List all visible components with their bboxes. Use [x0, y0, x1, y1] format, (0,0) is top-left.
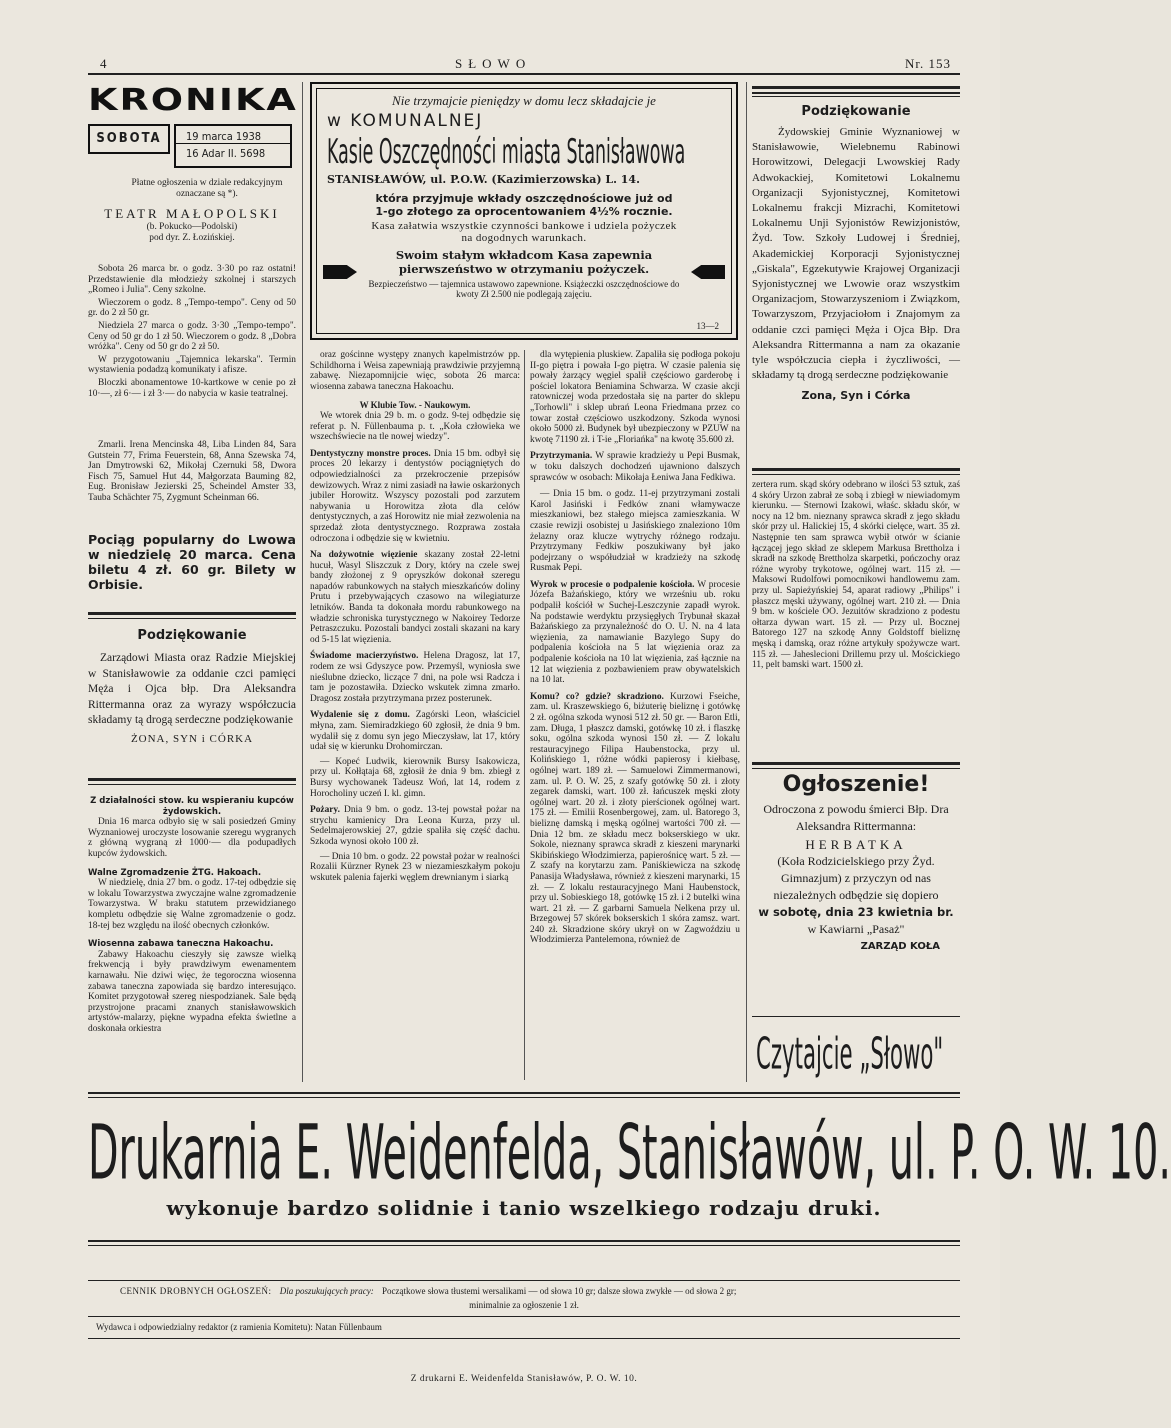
printer-line: Z drukarni E. Weidenfelda Stanisławów, P. O. W. 10. — [410, 1374, 638, 1384]
bank-ad-line10: pierwszeństwo w otrzymaniu pożyczek. — [398, 262, 650, 276]
news-body: Zabawy Hakoachu cieszyły się zawsze wielką frekwencją i były prawdziwym ewenamentem karnawału. Nie dziwi więc, że tegoroczna wiosenna zabawa taneczna zapowiada się bardzo interesująco. Komitet przygotował szereg niespodzianek. Sale będą przystrojone pracami znanych stanisławowskich artystów-malarzy, piękne wypadna efekta świetlne a doskonała orkiestra — [88, 949, 296, 1034]
notice-signature: ZARZĄD KOŁA — [860, 941, 940, 952]
news-title: Wyrok w procesie o podpalenie kościoła. — [530, 579, 695, 590]
news-item — [530, 451, 740, 483]
divider — [88, 784, 296, 785]
middle-column-2 — [530, 350, 740, 946]
news-title: W Klubie Tow. - Naukowym. — [359, 400, 471, 411]
divider — [752, 92, 960, 94]
notice-body2: (Koła Rodzicielskiego przy Żyd. Gimnazjum) z przyczyn od nas niezależnych odbędzie się dopiero — [773, 854, 939, 902]
thanks-left-title: Podziękowanie — [137, 628, 247, 643]
news-body: — Kopeć Ludwik, kierownik Bursy Isakowicza, przy ul. Kołłątaja 68, zgłosił że dnia 9 bm. zbiegł z Bursy wychowanek Tadeusz Woń, lat 14, rodem z Horocholiny uczeń I. kl. gimn. — [310, 756, 520, 799]
right-news — [752, 480, 960, 673]
day-box — [88, 124, 170, 154]
read-slowo-banner — [756, 1028, 960, 1079]
thanks-right-title: Podziękowanie — [801, 104, 911, 119]
column-separator — [302, 82, 303, 1082]
thanks-right-signature: Zona, Syn i Córka — [801, 389, 911, 403]
deaths-text: Zmarli. Irena Mencinska 48, Liba Linden 84, Sara Gutstein 77, Frima Feuerstein, 68, Anna Szewska 74, Jan Dmytrowski 62, Mikołaj Czernuki 58, Dwora Fisch 75, Samuel Hut 44, Małgorzata Bauming 82, Eug. Bronisław Jezierski 25, Scheindel Amster 33, Tauba Schächter 75, Zygmunt Scheinman 66. — [88, 440, 296, 503]
news-body: W sprawie kradzieży u Pepi Busmak, w toku dalszych dochodzeń ujawniono dalszych sprawców w osobach: Mikołaja Łeniwa Jana Fedkiwa. — [530, 451, 740, 483]
column-separator — [524, 350, 525, 1080]
divider — [88, 1245, 960, 1246]
divider — [752, 768, 960, 769]
middle-column-1 — [310, 350, 520, 885]
notice-herbatka: HERBATKA — [805, 837, 907, 852]
issue-number: Nr. 153 — [905, 56, 951, 71]
teatr-repertoire — [88, 264, 296, 401]
divider — [88, 1240, 960, 1242]
notice-title: Ogłoszenie! — [782, 772, 930, 797]
news-title: Wydalenie się z domu. — [310, 710, 410, 721]
divider — [88, 1280, 960, 1281]
deaths-notice — [88, 440, 296, 506]
news-title: Wiosenna zabawa taneczna Hakoachu. — [88, 939, 274, 950]
thanks-left-signature: ŻONA, SYN i CÓRKA — [130, 732, 254, 745]
price-list-sub: Dla poszukujących pracy: — [279, 1286, 374, 1296]
price-list-text: Początkowe słowa tłustemi wersalikami — od słowa 10 gr; dalsze słowa zwykłe — od słowa 2 gr; — [381, 1286, 737, 1296]
teatr-para: Sobota 26 marca br. o godz. 3·30 po raz ostatni! Przedstawienie dla młodzieży szkolnej i starszych „Romeo i Julia". Ceny szkolne. — [88, 264, 296, 296]
divider — [752, 474, 960, 475]
news-body: W procesie Józefa Bażańskiego, który we wrześniu ub. roku podpalił kościół w Suchej-Leszczynie zapadł wyrok. Na podstawie werdyktu przysięgłych Trybunał skazał Bażańskiego za przynależność do O. U. N. na 4 lata więzienia, za namawianie Bazylego Supy do podpalenia kościoła na 5 lat więzienia oraz za podpalenie kościoła na 10 lat więzienia, zaś łącznie na 12 lat więzienia z pozbawieniem praw obywatelskich na 10 lat. — [530, 579, 740, 686]
bank-ad-line8: na dogodnych warunkach. — [461, 232, 587, 244]
divider — [88, 1316, 960, 1317]
bank-ad-line3: Kasie Oszczędności miasta Stanisławowa — [327, 133, 686, 173]
bank-ad-line9: Swoim stałym wkładcom Kasa zapewnia — [395, 248, 653, 262]
price-list-min: minimalnie za ogłoszenie 1 zł. — [469, 1300, 579, 1310]
print-ad-title: Drukarnia E. Weidenfelda, Stanisławów, ul. P. O. W. 10. — [88, 1110, 1171, 1198]
price-list — [120, 1286, 960, 1296]
news-title: Przytrzymania. — [530, 451, 593, 462]
paper-name: SŁOWO — [455, 56, 532, 71]
kronika-title: KRONIKA — [88, 82, 298, 118]
teatr-para: Wieczorem o godz. 8 „Tempo-tempo". Ceny od 50 gr. do 2 zł 50 gr. — [88, 297, 296, 319]
divider — [88, 1092, 960, 1094]
divider — [88, 778, 296, 781]
news-body: zertera rum. skąd skóry odebrano w ilości 53 sztuk, zaś 4 skóry Urzon zabrał ze sobą i zbiegł w niewiadomym kierunku. — Sternowi Izakowi, właśc. składu skór, w nocy na 12 bm. nieznany sprawca skradł z jego składu skór przy ul. Halickiej 15, 4 skórki cielęce, wart. 35 zł. Następnie ten sam sprawca wybił otwór w ścianie łączącej jego skład ze sklepem Markusa Brettholza i skradł na szkodę Brettholza skarpetki, pończochy oraz różne wyroby trykotowe, ogólnej wart. 115 zł. — Maksowi Rudolfowi pomocnikowi handlowemu zam. przy ul. Sapieżyńskiej 54, aparat radiowy „Philips" i płaszcz męski używany, ogólnej wart. 210 zł. — Dnia 9 bm. w kościele OO. Jezuitów skradziono z podestu ołtarza dywan wart. 15 zł. — Przy ul. Bocznej Batorego 127 na szkodę Anny Goldstoff bieliznę męską i damską, oraz różne artykuły spożywcze wart. 115 zł. — Jaheslecioni Drillemu przy ul. Mościckiego 11, pelt bamski wart. 1500 zł. — [752, 480, 960, 671]
news-body: — Dnia 10 bm. o godz. 22 powstał pożar w realności Rozalii Kürzner Rynek 23 w niezamieszkałym pokoju wskutek palenia fajerki węglem drewnianym i siarką — [310, 851, 520, 883]
date-gregorian: 19 marca 1938 — [176, 126, 290, 144]
kronika-section — [88, 82, 298, 199]
bank-ad-line4: STANISŁAWÓW, ul. P.O.W. (Kazimierzowska) L. 14. — [327, 173, 640, 186]
news-body: Helena Dragosz, lat 17, rodem ze wsi Gdyszyce pow. Przemyśl, wyniosła swe nieślubne dziecko, liczące 7 dni, na pole wsi Radcza i tam je pozostawiła. Dziecko wskutek zimna zmarło. Dragosz została przytrzymana przez posterunek. — [310, 651, 521, 704]
notice-body3: w sobotę, dnia 23 kwietnia br. — [758, 905, 954, 919]
bank-ad-line2: w KOMUNALNEJ — [327, 111, 484, 131]
news-title: Na dożywotnie więzienie — [310, 550, 418, 561]
divider — [88, 618, 296, 619]
header-rule — [88, 73, 960, 75]
notice-body4: w Kawiarni „Pasaż" — [807, 922, 905, 936]
thanks-left — [88, 628, 296, 745]
news-title: Walne Zgromadzenie ŻTG. Hakoach. — [88, 867, 262, 878]
left-news — [88, 796, 296, 1036]
news-item — [310, 449, 520, 544]
news-body: We wtorek dnia 29 b. m. o godz. 9-tej odbędzie się referat p. N. Füllenbauma p. t. „Koła człowieka we wszechświecie na tle nowej wiedzy". — [310, 410, 520, 443]
news-title: Komu? co? gdzie? skradziono. — [530, 691, 664, 702]
news-body: dla wytępienia pluskiew. Zapaliła się podłoga pokoju II-go piętra i powała I-go piętra. W czasie palenia się powały żarzący węgiel spalił częściowo garderobę i pościel lokatora Beniamina Schwarza. W czasie akcji ratowniczej woda przedostała się na parter do sklepu „Torhowli" i sklep ubrań Leona Friedmana przez co towar został częściowo uszkodzony. Szkoda wynosi około 5000 zł. Budynek był ubezpieczony w PZUW na kwotę 71190 zł. i T-ie „Floriańka" na kwotę 35.600 zł. — [530, 350, 740, 445]
bank-ad-line6: 1-go złotego za oprocentowaniem 4½% rocznie. — [375, 205, 673, 218]
divider — [752, 86, 960, 89]
notice — [752, 772, 960, 952]
news-item — [310, 651, 520, 704]
divider — [752, 96, 960, 97]
teatr-subtitle-2: pod dyr. Z. Łozińskiej. — [149, 232, 235, 243]
train-notice: Pociąg popularny do Lwowa w niedzielę 20 marca. Cena biletu 4 zł. 60 gr. Bilety w Orbisie. — [88, 532, 296, 592]
news-item — [310, 550, 520, 645]
divider — [88, 612, 296, 615]
divider — [752, 468, 960, 471]
news-body: oraz gościnne występy znanych kapelmistrzów pp. Schildhorna i Weisa zapewniają prawdziwie przyjemną zabawę. Niezapomnijcie więc, sobota 26 marca: wiosenna zabawa taneczna Hakoachu. — [310, 350, 520, 392]
editor-line: Wydawca i odpowiedzialny redaktor (z ramienia Komitetu): Natan Füllenbaum — [96, 1322, 382, 1332]
news-body: Dnia 16 marca odbyło się w sali posiedzeń Gminy Wyznaniowej uroczyste losowanie szeregu wygranych z główną wygraną zł 1000·— dla podupadłych kupców żydowskich. — [88, 817, 296, 859]
news-item — [88, 868, 296, 932]
news-item — [88, 939, 296, 1034]
teatr-section — [88, 206, 296, 243]
news-body: Kurzowi Fseiche, zam. ul. Kraszewskiego 6, biżuterię bieliznę i gotówkę 2 zł. ogólna szkoda wynosi 512 zł. 50 gr. — Baron Etli, zam. Długa, 1 płaszcz damski, gotówkę 10 zł. i flaszkę soku, ogólna szkoda wynosi 150 zł. — Z lokalu restauracyjnego Filipa Haubenstocka, przy ul. Kolińskiego 1, różne wódki papierosy i kiełbasę, ogólnej wart. 189 zł. — Samuelowi Zimmermanowi, zam. ul. P. O. W. 25, z szafy gotówkę 50 zł. i złoty zegarek damski, wart. 100 zł. łańcuszek męski złoty ogólnej wart. 20 zł. i złoty pierścionek ogólnej wart. 175 zł. — Emilii Rosenbergowej, zam. ul. Batorego 3, bieliznę damską i męską ogólnej wartości 700 zł. — Dnia 12 bm. ze składu mecz bokserskiego w ukr. Sokole, nieznany sprawca skradł z kieszeni marynarki Skibińskiego Włodzimierza, papierośnicę wart. 5 zł. — Z szafy na korytarzu zam. Paniśkiewicza na szkodę Panasija Władysława, również z kieszeni marynarki, 15 zł. — Z lokalu restauracyjnego Mani Haubenstock, przy ul. Sobieskiego 18, gotówkę 15 zł. i 2 butelki wina wart. 21 zł. — Z garbarni Samuela Nelkena przy ul. Brzegowej 57 skórek bokserskich 1 skóra zamsz. wart. 240 zł. Skradzione skóry ukrył on w Zagwoździu u Włodzimierza Pantelemona, również de — [530, 691, 740, 946]
paid-note: Płatne ogłoszenia w dziale redakcyjnym oznaczane są *). — [131, 178, 283, 199]
divider — [88, 1097, 960, 1098]
news-body: W niedzielę, dnia 27 bm. o godz. 17-tej odbędzie się w lokalu Towarzystwa zwyczajne walne zgromadzenie Towarzystwa. W braku statutem przewidzianego kompletu odbędzie się Walne zgromadzenie o godz. 18-tej bez względu na ilość obecnych członków. — [88, 878, 296, 931]
teatr-para: Bloczki abonamentowe 10-kartkowe w cenie po zł 10·—, zł 6·— i zł 3·— do nabycia w kasie teatralnej. — [88, 377, 296, 399]
read-slowo-text: Czytajcie „Słowo" — [756, 1028, 944, 1079]
news-title: Dentystyczny monstre proces. — [310, 448, 431, 459]
thanks-right-body: Żydowskiej Gminie Wyznaniowej w Stanisławowie, Wielebnemu Rabinowi Horowitzowi, Delegacji Lwowskiej Rady Adwokackiej, Komitetowi Lokalnemu Organizacji Syjonistycznej, Komitetowi Lokalnemu frakcji Mizrachi, Komitetowi Lokalnemu Unji Syjonistów Rewizjonistów, Żyd. Tow. Szkoły Ludowej i Średniej, Akademickiej Korporacji Syjonistycznej „Giskala", Egzekutywie Krajowej Organizacji Syjonistycznej we Lwowie oraz wszystkim Organizacjom, Stowarzyszeniom i Związkom, Towarzyszom, Przyjaciołom i Znajomym za oddanie czci pamięci Męża i Ojca Błp. Dra Aleksandra Rittermanna a nam za okazanie tyle współczucia ciepła i życzliwości, — składamy tą drogą serdeczne podziękowanie — [752, 126, 960, 382]
divider — [88, 1338, 960, 1339]
news-title: Z działalności stow. ku wspieraniu kupców żydowskich. — [90, 796, 294, 817]
bank-ad-line11: Bezpieczeństwo — tajemnica ustawowo zapewnione. Książeczki oszczędnościowe do kwoty Zł 2.500 nie podlegają zajęciu. — [368, 279, 680, 299]
column-separator — [746, 82, 747, 1082]
notice-body1: Odroczona z powodu śmierci Błp. Dra Aleksandra Rittermanna: — [763, 802, 949, 833]
teatr-para: Niedziela 27 marca o godz. 3·30 „Tempo-tempo". Ceny od 50 gr do 1 zł 50. Wieczorem o godz. 8 „Dobra wróżka". Ceny od 50 gr do 2 zł 50. — [88, 320, 296, 353]
news-item — [88, 796, 296, 860]
date-box — [174, 124, 292, 168]
page-number: 4 — [100, 56, 108, 71]
divider — [752, 762, 960, 765]
divider — [752, 1016, 960, 1017]
bank-ad-line5: która przyjmuje wkłady oszczędnościowe już od — [375, 192, 673, 205]
news-item — [310, 710, 520, 752]
news-item — [310, 805, 520, 847]
print-ad-title-wrap — [88, 1110, 1171, 1198]
day-label: SOBOTA — [96, 131, 162, 146]
date-hebrew: 16 Adar II. 5698 — [186, 147, 266, 160]
news-body: Zagórski Leon, właściciel młyna, zam. Siemiradzkiego 60 zgłosił, że dnia 9 bm. wydalił się z domu syn jego Mieczysław, lat 17, który udał się w kierunku Drohomirczan. — [310, 710, 520, 753]
news-title: Pożary. — [310, 805, 340, 816]
news-body: skazany został 22-letni hucuł, Wasyl Sliszczuk z Dory, który na czele swej bandy złożonej z 9 opryszków dokonał szeregu napadów rabunkowych na stałych mieszkańców doliny Prutu i przebywających czasowo na wilegiaturze letników. Banda ta dokonała mordu rabunkowego na władzie schroniska turystycznego w Nakoirey Tedorze Petraszczuku. Pozostali bandyci zostali skazani na kary od 5-15 lat więzienia. — [310, 550, 520, 645]
bank-ad-line1: Nie trzymajcie pieniędzy w domu lecz składajcie je — [392, 93, 656, 108]
thanks-right — [752, 104, 960, 402]
bank-ad-line7: Kasa załatwia wszystkie czynności bankowe i udziela pożyczek — [371, 220, 677, 232]
news-item — [530, 580, 740, 686]
teatr-para: W przygotowaniu „Tajemnica lekarska". Termin wystawienia podadzą komunikaty i afisze. — [88, 354, 296, 376]
news-body: Dnia 9 bm. o godz. 13-tej powstał pożar na strychu kamienicy Dra Leona Kurza, przy ul. Sedelmajerowskiej 27, gdzie spaliła się część dachu. Szkoda wynosi około 100 zł. — [310, 805, 520, 847]
news-item — [530, 692, 740, 946]
news-item — [310, 400, 520, 442]
teatr-title: TEATR MAŁOPOLSKI — [104, 206, 280, 221]
news-body: Dnia 15 bm. odbył się proces 20 lekarzy i dentystów pociągniętych do odpowiedzialności za przekroczenie przepisów dewizowych. Wraz z nimi zasiadł na ławie oskarżonych jubiler Horowitz. Wszyscy pozostali pod zarzutem nabywania u Horowitza złota dla celów dentystycznych, a zaś Horowitz nie miał zezwolenia na sprzedaż złota dentystycznego. Rozprawa została odroczona i odbędzie się w kwietniu. — [310, 448, 520, 544]
print-ad-subtitle: wykonuje bardzo solidnie i tanio wszelkiego rodzaju druki. — [166, 1196, 882, 1220]
price-list-label: CENNIK DROBNYCH OGŁOSZEŃ: — [120, 1286, 272, 1296]
thanks-left-body: Zarządowi Miasta oraz Radzie Miejskiej w Stanisławowie za oddanie czci pamięci Męża i Ojca błp. Dra Aleksandra Rittermanna oraz za wyrazy współczucia składamy tą drogą serdeczne podziękowanie — [88, 652, 296, 726]
news-title: Świadome macierzyństwo. — [310, 651, 419, 662]
bank-ad-ref: 13—2 — [696, 321, 719, 331]
teatr-subtitle-1: (b. Pokucko—Podolski) — [146, 222, 238, 232]
news-body: — Dnia 15 bm. o godz. 11-ej przytrzymani zostali Karol Jasiński i Fedków znani włamywacze mieszkaniowi, bez stałego miejsca zamieszkania. W czasie rewizji osobistej u Jasińskiego znaleziono 10m żelazny oraz klucze wytrychy różnego rodzaju. Przytrzymany Fedkiw poszukiwany był jako podejrzany o współudział w kradzieży na szkodę Rusmak Pepi. — [530, 489, 740, 574]
bank-ad — [310, 82, 738, 340]
